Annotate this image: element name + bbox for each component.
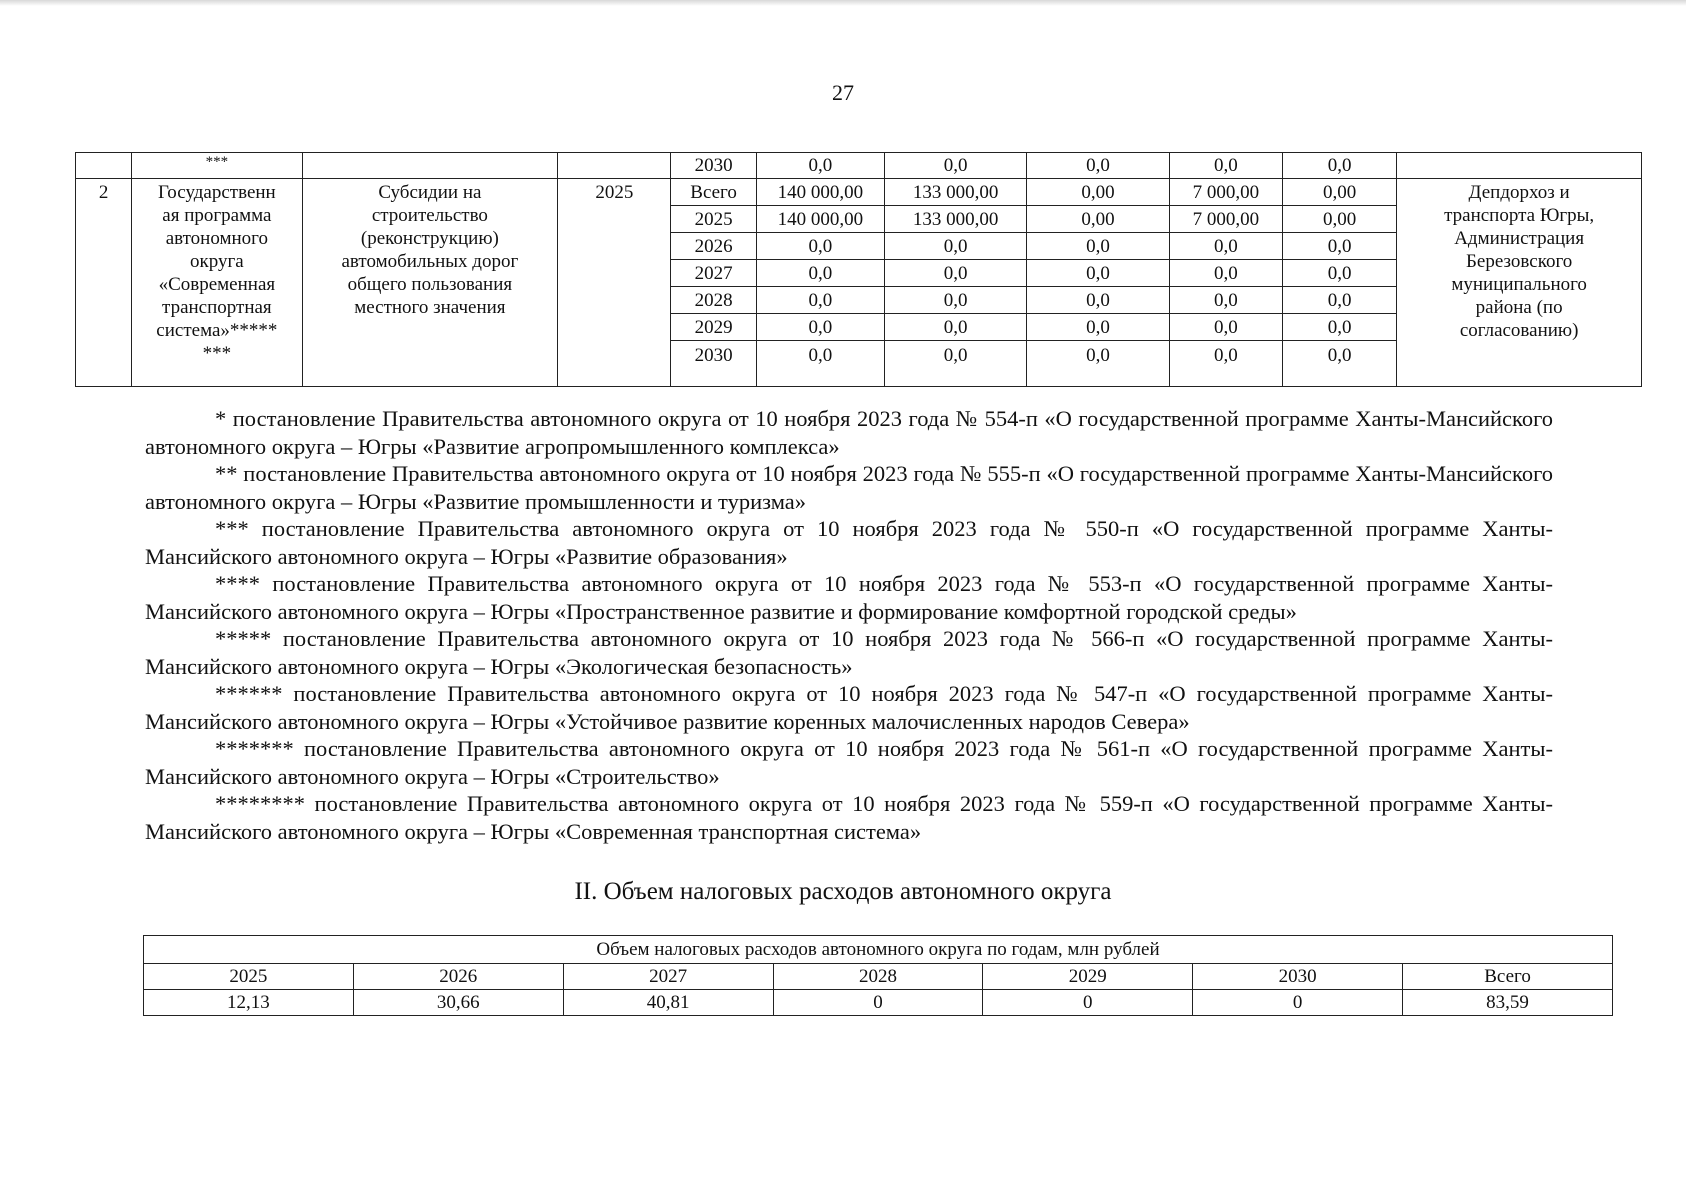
value-cell: 140 000,00 <box>756 179 884 206</box>
value-cell: 0,0 <box>1283 314 1397 341</box>
value-cell: 0,0 <box>885 260 1027 287</box>
footnote: *** постановление Правительства автономного округа от 10 ноября 2023 года № 550-п «О государственной программе Ханты-Мансийского автономного округа – Югры «Развитие образования» <box>145 516 1553 569</box>
value-cell: 0,0 <box>885 287 1027 314</box>
program-cell-tail: *** <box>132 153 302 179</box>
cell <box>558 153 671 179</box>
value-cell: 7 000,00 <box>1169 179 1282 206</box>
value-cell: 0,0 <box>756 341 884 387</box>
value-cell: 0 <box>773 990 983 1016</box>
value-cell: 0,0 <box>1169 153 1282 179</box>
value-cell: 0,0 <box>756 314 884 341</box>
table-row <box>144 964 1613 990</box>
value-cell: 0 <box>1193 990 1403 1016</box>
value-cell: 40,81 <box>563 990 773 1016</box>
footnote: * постановление Правительства автономного округа от 10 ноября 2023 года № 554-п «О государственной программе Ханты-Мансийского автономного округа – Югры «Развитие агропромышленного комплекса» <box>145 406 1553 459</box>
value-cell: 0,0 <box>1283 233 1397 260</box>
column-header: 2026 <box>353 964 563 990</box>
year-cell: Всего <box>671 179 756 206</box>
table-row <box>76 153 1642 179</box>
column-header: Всего <box>1403 964 1613 990</box>
tax-expenditure-table <box>143 935 1613 1016</box>
value-cell: 133 000,00 <box>885 179 1027 206</box>
footnote: ******** постановление Правительства автономного округа от 10 ноября 2023 года № 559-п «О государственной программе Ханты-Мансийского автономного округа – Югры «Современная транспортная система» <box>145 791 1553 844</box>
footnote: ****** постановление Правительства автономного округа от 10 ноября 2023 года № 547-п «О государственной программе Ханты-Мансийского автономного округа – Югры «Устойчивое развитие коренных малочисленных народов Севера» <box>145 681 1553 734</box>
cell <box>302 153 558 179</box>
value-cell: 0,0 <box>1169 233 1282 260</box>
value-cell: 0 <box>983 990 1193 1016</box>
year-cell: 2029 <box>671 314 756 341</box>
row-number: 2 <box>76 179 132 387</box>
footnote: ** постановление Правительства автономного округа от 10 ноября 2023 года № 555-п «О государственной программе Ханты-Мансийского автономного округа – Югры «Развитие промышленности и туризма» <box>145 461 1553 514</box>
table-row <box>144 990 1613 1016</box>
cell <box>76 153 132 179</box>
value-cell: 0,0 <box>1169 260 1282 287</box>
year-cell: 2027 <box>671 260 756 287</box>
value-cell: 0,0 <box>1169 341 1282 387</box>
footnote: **** постановление Правительства автономного округа от 10 ноября 2023 года № 553-п «О государственной программе Ханты-Мансийского автономного округа – Югры «Пространственное развитие и формирование комфортной городской среды» <box>145 571 1553 624</box>
value-cell: 0,0 <box>1027 260 1169 287</box>
value-cell: 0,0 <box>756 233 884 260</box>
value-cell: 0,0 <box>1027 153 1169 179</box>
section-title: II. Объем налоговых расходов автономного округа <box>574 878 1112 905</box>
year-cell: 2028 <box>671 287 756 314</box>
year-cell: 2025 <box>671 206 756 233</box>
value-cell: 0,0 <box>1283 341 1397 387</box>
term-cell: 2025 <box>558 179 671 387</box>
value-cell: 0,0 <box>1283 153 1397 179</box>
cell <box>1397 153 1642 179</box>
table-row <box>76 179 1642 206</box>
year-cell: 2030 <box>671 341 756 387</box>
value-cell: 0,0 <box>1169 287 1282 314</box>
event-name: Субсидии на строительство (реконструкцию) автомобильных дорог общего пользования местного значения <box>302 179 558 387</box>
year-cell: 2026 <box>671 233 756 260</box>
value-cell: 0,0 <box>885 153 1027 179</box>
footnote: ***** постановление Правительства автономного округа от 10 ноября 2023 года № 566-п «О государственной программе Ханты-Мансийского автономного округа – Югры «Экологическая безопасность» <box>145 626 1553 679</box>
footnotes <box>145 405 1553 845</box>
value-cell: 133 000,00 <box>885 206 1027 233</box>
value-cell: 0,0 <box>756 260 884 287</box>
value-cell: 12,13 <box>144 990 354 1016</box>
value-cell: 0,00 <box>1283 179 1397 206</box>
column-header: 2028 <box>773 964 983 990</box>
program-table <box>75 152 1642 387</box>
responsible-executor: Депдорхоз и транспорта Югры, Администрация Березовского муниципального района (по согласованию) <box>1397 179 1642 387</box>
value-cell: 0,00 <box>1027 206 1169 233</box>
value-cell: 0,0 <box>885 314 1027 341</box>
program-name: Государственн ая программа автономного округа «Современная транспортная система»***** *** <box>132 179 302 387</box>
value-cell: 0,0 <box>756 153 884 179</box>
value-cell: 0,0 <box>885 233 1027 260</box>
value-cell: 0,00 <box>1283 206 1397 233</box>
table-header-row <box>144 936 1613 964</box>
value-cell: 0,0 <box>1027 314 1169 341</box>
value-cell: 0,0 <box>1027 341 1169 387</box>
value-cell: 0,0 <box>1283 287 1397 314</box>
footnote: ******* постановление Правительства автономного округа от 10 ноября 2023 года № 561-п «О государственной программе Ханты-Мансийского автономного округа – Югры «Строительство» <box>145 736 1553 789</box>
value-cell: 0,00 <box>1027 179 1169 206</box>
table-caption: Объем налоговых расходов автономного округа по годам, млн рублей <box>144 936 1613 964</box>
column-header: 2027 <box>563 964 773 990</box>
value-cell: 0,0 <box>1027 287 1169 314</box>
page-number: 27 <box>832 80 854 105</box>
value-cell: 0,0 <box>1027 233 1169 260</box>
column-header: 2030 <box>1193 964 1403 990</box>
column-header: 2025 <box>144 964 354 990</box>
value-cell: 0,0 <box>1169 314 1282 341</box>
value-cell: 0,0 <box>756 287 884 314</box>
value-cell: 0,0 <box>1283 260 1397 287</box>
value-cell: 30,66 <box>353 990 563 1016</box>
column-header: 2029 <box>983 964 1193 990</box>
value-cell: 83,59 <box>1403 990 1613 1016</box>
value-cell: 0,0 <box>885 341 1027 387</box>
scan-edge <box>0 0 1686 6</box>
value-cell: 140 000,00 <box>756 206 884 233</box>
value-cell: 7 000,00 <box>1169 206 1282 233</box>
year-cell: 2030 <box>671 153 756 179</box>
